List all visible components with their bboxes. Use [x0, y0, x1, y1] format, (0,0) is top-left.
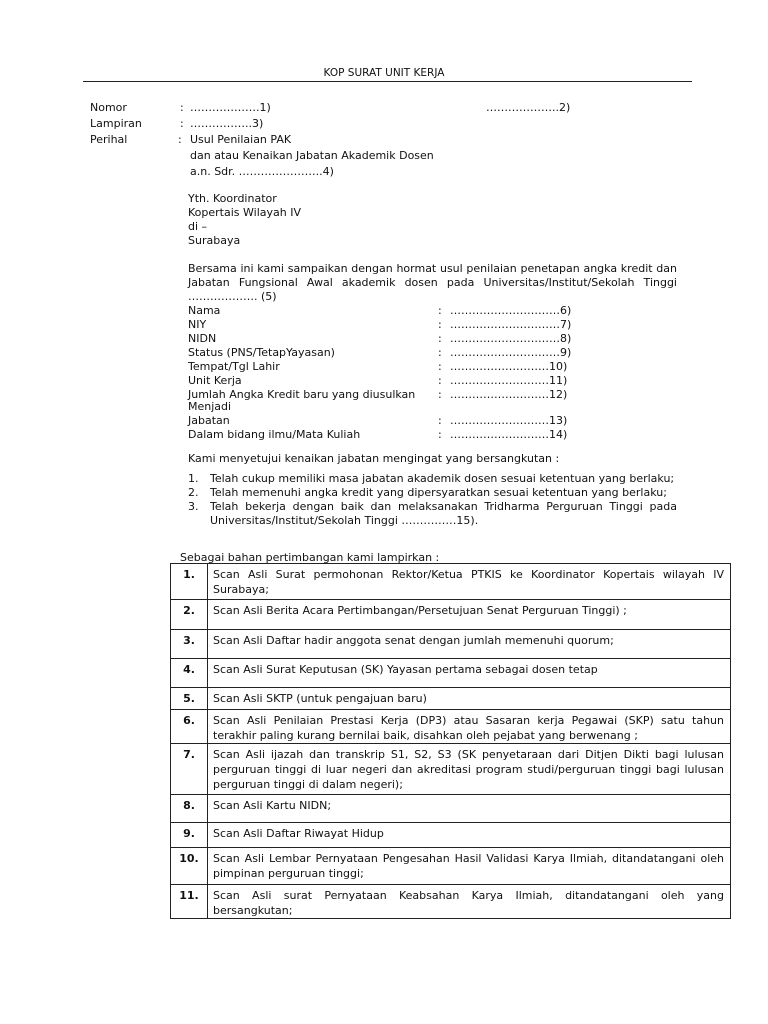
address-line-2: Kopertais Wilayah IV — [188, 206, 301, 219]
field-row — [188, 374, 568, 388]
field-row — [188, 304, 572, 318]
attachment-text: Scan Asli surat Pernyataan Keabsahan Karya Ilmiah, ditandatangani oleh yang bersangkutan; — [208, 885, 731, 919]
field-label: Tempat/Tgl Lahir — [188, 360, 280, 373]
perihal-label: Perihal — [90, 133, 128, 146]
approval-list — [188, 472, 677, 528]
address-line-1: Yth. Koordinator — [188, 192, 277, 205]
field-row — [188, 428, 568, 442]
approval-item-text: Telah cukup memiliki masa jabatan akademik dosen sesuai ketentuan yang berlaku; — [210, 472, 675, 485]
attachment-row — [171, 600, 731, 630]
attachment-row — [171, 848, 731, 885]
attachment-text: Scan Asli Lembar Pernyataan Pengesahan Hasil Validasi Karya Ilmiah, ditandatangani oleh pimpinan perguruan tinggi; — [208, 848, 731, 885]
field-row — [188, 318, 572, 332]
approval-item-text: Telah bekerja dengan baik dan melaksanakan Tridharma Perguruan Tinggi pada Universitas/Institut/Sekolah Tinggi ……………15). — [210, 500, 677, 527]
approval-item-number: 2. — [188, 486, 199, 499]
field-row — [188, 346, 572, 360]
lampiran-colon: : — [180, 117, 184, 130]
intro-fill: ………………. (5) — [188, 290, 277, 303]
perihal-line-1: Usul Penilaian PAK — [190, 133, 292, 146]
field-colon: : — [438, 388, 442, 401]
field-row — [188, 400, 568, 414]
attachment-number: 7. — [171, 744, 208, 795]
approval-item — [188, 472, 677, 486]
field-label: NIY — [188, 318, 207, 331]
attachment-text: Scan Asli SKTP (untuk pengajuan baru) — [208, 688, 731, 710]
intro-paragraph — [188, 262, 677, 304]
field-value: …………………………6) — [450, 304, 572, 317]
letterhead-rule — [83, 81, 692, 82]
attachments-intro: Sebagai bahan pertimbangan kami lampirkan : — [180, 551, 440, 564]
attachments-table — [170, 563, 731, 919]
field-label: NIDN — [188, 332, 217, 345]
field-value: ………………………10) — [450, 360, 568, 373]
attachment-text: Scan Asli Penilaian Prestasi Kerja (DP3) atau Sasaran kerja Pegawai (SKP) satu tahun terakhir paling kurang bernilai baik, disahkan oleh pejabat yang berwenang ; — [208, 710, 731, 744]
perihal-line-3: a.n. Sdr. …………………..4) — [190, 165, 334, 178]
approval-intro: Kami menyetujui kenaikan jabatan mengingat yang bersangkutan : — [188, 452, 560, 465]
approval-item-number: 1. — [188, 472, 199, 485]
intro-text: Bersama ini kami sampaikan dengan hormat usul penilaian penetapan angka kredit dan Jabatan Fungsional Awal akademik dosen pada Universitas/Institut/Sekolah Tinggi — [188, 262, 677, 289]
field-value: …………………………7) — [450, 318, 572, 331]
approval-item — [188, 500, 677, 528]
attachment-row — [171, 744, 731, 795]
attachment-number: 11. — [171, 885, 208, 919]
attachment-row — [171, 630, 731, 659]
attachment-text: Scan Asli Surat Keputusan (SK) Yayasan pertama sebagai dosen tetap — [208, 659, 731, 688]
field-value: …………………………9) — [450, 346, 572, 359]
letterhead-title: KOP SURAT UNIT KERJA — [323, 67, 445, 79]
field-colon: : — [438, 374, 442, 387]
field-colon: : — [438, 304, 442, 317]
attachment-row — [171, 688, 731, 710]
field-colon: : — [438, 332, 442, 345]
perihal-line-2: dan atau Kenaikan Jabatan Akademik Dosen — [190, 149, 434, 162]
attachment-text: Scan Asli Daftar hadir anggota senat dengan jumlah memenuhi quorum; — [208, 630, 731, 659]
field-label: Dalam bidang ilmu/Mata Kuliah — [188, 428, 361, 441]
perihal-colon: : — [178, 133, 182, 146]
attachment-row — [171, 885, 731, 919]
field-colon: : — [438, 414, 442, 427]
approval-item-number: 3. — [188, 500, 199, 513]
field-value: ………………………12) — [450, 388, 568, 401]
nomor-label: Nomor — [90, 101, 127, 114]
attachment-row — [171, 564, 731, 600]
field-colon: : — [438, 428, 442, 441]
attachment-text: Scan Asli Surat permohonan Rektor/Ketua PTKIS ke Koordinator Kopertais wilayah IV Surabaya; — [208, 564, 731, 600]
attachment-number: 6. — [171, 710, 208, 744]
field-colon: : — [438, 318, 442, 331]
attachment-row — [171, 659, 731, 688]
address-line-3: di – — [188, 220, 208, 233]
field-colon: : — [438, 346, 442, 359]
attachment-number: 4. — [171, 659, 208, 688]
address-line-4: Surabaya — [188, 234, 241, 247]
field-value: ………………………14) — [450, 428, 568, 441]
attachment-row — [171, 795, 731, 823]
attachment-number: 3. — [171, 630, 208, 659]
attachment-number: 9. — [171, 823, 208, 848]
field-label: Status (PNS/TetapYayasan) — [188, 346, 335, 359]
attachment-number: 8. — [171, 795, 208, 823]
field-colon: : — [438, 360, 442, 373]
attachment-number: 10. — [171, 848, 208, 885]
field-label: Jumlah Angka Kredit baru yang diusulkan — [188, 388, 416, 401]
attachment-row — [171, 710, 731, 744]
attachment-text: Scan Asli Kartu NIDN; — [208, 795, 731, 823]
lampiran-label: Lampiran — [90, 117, 142, 130]
field-value: ………………………13) — [450, 414, 568, 427]
approval-item-text: Telah memenuhi angka kredit yang dipersyaratkan sesuai ketentuan yang berlaku; — [210, 486, 667, 499]
attachment-text: Scan Asli Berita Acara Pertimbangan/Persetujuan Senat Perguruan Tinggi) ; — [208, 600, 731, 630]
field-value: …………………………8) — [450, 332, 572, 345]
field-label: Jabatan — [188, 414, 230, 427]
nomor-colon: : — [180, 101, 184, 114]
field-row — [188, 414, 568, 428]
attachment-number: 1. — [171, 564, 208, 600]
field-row — [188, 332, 572, 346]
approval-item — [188, 486, 677, 500]
lampiran-value: ……………..3) — [190, 117, 264, 130]
date-value: ………………..2) — [486, 101, 571, 114]
field-label: Menjadi — [188, 400, 232, 413]
attachment-text: Scan Asli Daftar Riwayat Hidup — [208, 823, 731, 848]
attachment-number: 5. — [171, 688, 208, 710]
attachment-row — [171, 823, 731, 848]
attachment-number: 2. — [171, 600, 208, 630]
field-label: Unit Kerja — [188, 374, 242, 387]
field-value: ………………………11) — [450, 374, 568, 387]
field-label: Nama — [188, 304, 221, 317]
attachment-text: Scan Asli ijazah dan transkrip S1, S2, S3 (SK penyetaraan dari Ditjen Dikti bagi lulusan perguruan tinggi di luar negeri dan akreditasi program studi/perguruan tinggi bagi lulusan perguruan tinggi di dalam negeri); — [208, 744, 731, 795]
nomor-value: ……………….1) — [190, 101, 271, 114]
field-row — [188, 360, 568, 374]
